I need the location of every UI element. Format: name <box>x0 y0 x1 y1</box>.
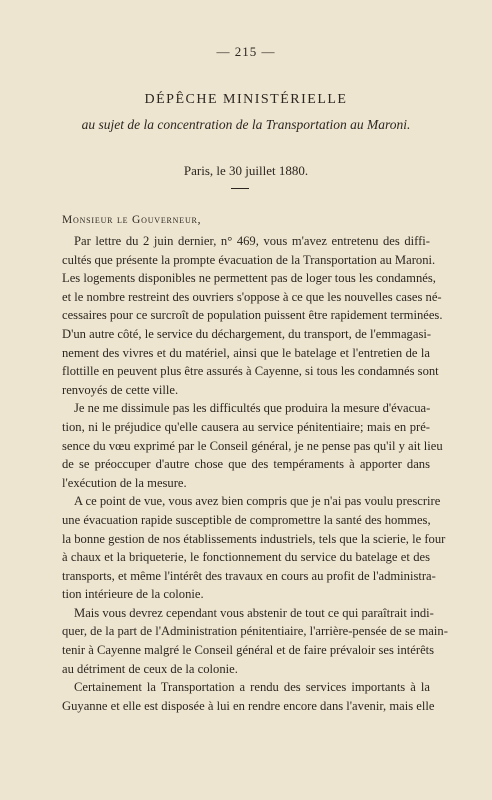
paragraph <box>62 399 443 492</box>
text-line: la bonne gestion de nos établissements industriels, tels que la scierie, le four <box>62 531 446 546</box>
text-line: quer, de la part de l'Administration pénitentiaire, l'arrière-pensée de se main- <box>62 624 448 639</box>
text-line: cessaires pour ce surcroît de population puissent être rapidement terminées. <box>62 308 443 323</box>
text-line: Je ne me dissimule pas les difficultés que produira la mesure d'évacua- <box>74 401 431 416</box>
text-line: transports, et même l'intérêt des travaux en cours au profit de l'administra- <box>62 568 436 583</box>
text-line: l'exécution de la mesure. <box>62 475 187 490</box>
page-number: — 215 — <box>216 44 276 59</box>
text-line: flottille en peuvent plus être assurés à Cayenne, si tous les condamnés sont <box>62 364 439 379</box>
text-line: nement des vivres et du matériel, ainsi que le batelage et l'entretien de la <box>62 345 430 360</box>
paragraph <box>62 604 448 678</box>
text-line: au détriment de ceux de la colonie. <box>62 661 238 676</box>
text-line: Mais vous devrez cependant vous abstenir de tout ce qui paraîtrait indi- <box>74 605 434 620</box>
separator-rule <box>231 188 249 189</box>
text-line: D'un autre côté, le service du déchargement, du transport, de l'emmagasi- <box>62 326 432 341</box>
document-subtitle: au sujet de la concentration de la Transportation au Maroni. <box>81 117 411 132</box>
text-line: tenir à Cayenne malgré le Conseil général et de faire prévaloir ses intérêts <box>62 643 435 658</box>
dateline: Paris, le 30 juillet 1880. <box>183 163 309 178</box>
document-title: DÉPÊCHE MINISTÉRIELLE <box>144 92 348 107</box>
text-line: tion, ni le préjudice qu'elle causera au service pénitentiaire; mais en pré- <box>62 419 430 434</box>
text-line: tion intérieure de la colonie. <box>62 587 204 602</box>
paragraph <box>62 492 446 604</box>
salutation: Monsieur le Gouverneur, <box>62 214 202 226</box>
text-line: renvoyés de cette ville. <box>62 382 179 397</box>
paragraph <box>62 678 435 715</box>
paragraph <box>62 232 443 399</box>
text-line: Guyanne et elle est disposée à lui en rendre encore dans l'avenir, mais elle <box>62 698 435 713</box>
text-line: une évacuation rapide susceptible de compromettre la santé des hommes, <box>62 512 431 527</box>
text-line: et le nombre restreint des ouvriers s'oppose à ce que les nouvelles cases né- <box>62 289 442 304</box>
text-line: A ce point de vue, vous avez bien compris que je n'ai pas voulu prescrire <box>74 494 441 509</box>
letter-body <box>62 232 448 715</box>
text-line: Les logements disponibles ne permettent pas de loger tous les condamnés, <box>62 271 436 286</box>
text-line: de se préoccuper d'autre chose que des tempéraments à apporter dans <box>62 457 430 472</box>
text-line: cultés que présente la prompte évacuation de la Transportation au Maroni. <box>62 252 436 267</box>
text-line: sence du vœu exprimé par le Conseil général, je ne pense pas qu'il y ait lieu <box>62 438 443 453</box>
text-line: Par lettre du 2 juin dernier, n° 469, vous m'avez entretenu des diffi- <box>74 234 430 248</box>
text-line: à chaux et la briqueterie, le fonctionnement du service du batelage et des <box>62 550 430 565</box>
text-line: Certainement la Transportation a rendu des services importants à la <box>74 680 430 695</box>
